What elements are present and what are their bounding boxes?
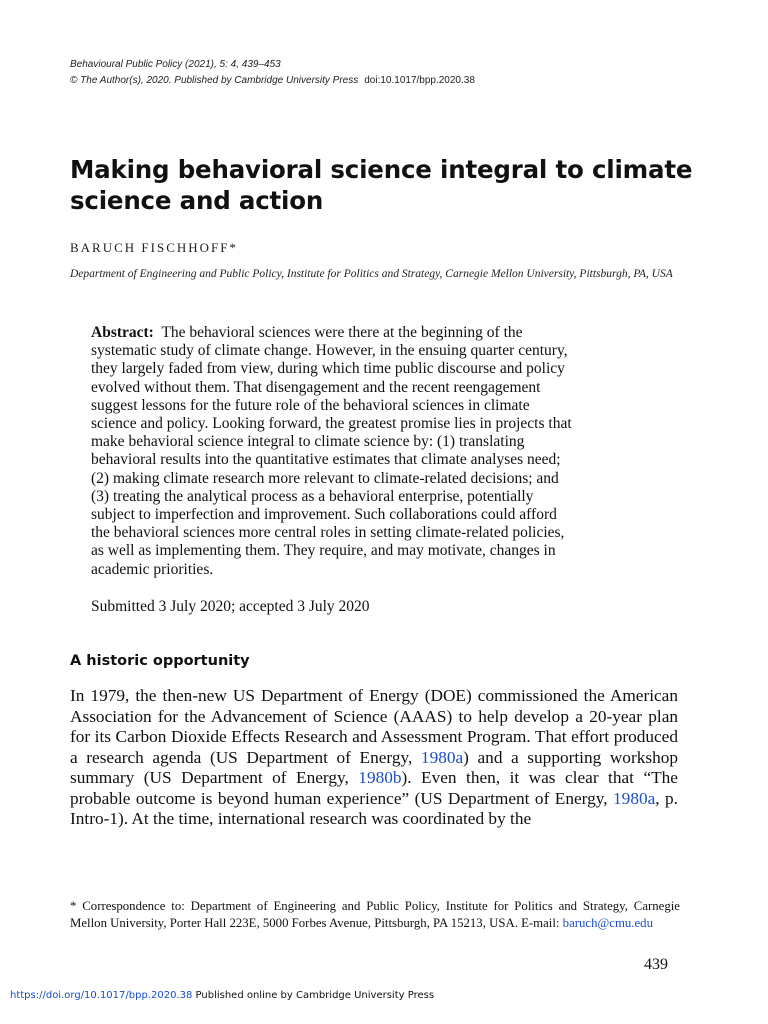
abstract-line: science and policy. Looking forward, the greatest promise lies in projects that [91, 415, 572, 433]
abstract-line: as well as implementing them. They require, and may motivate, changes in [91, 542, 556, 560]
article-title: Making behavioral science integral to climate science and action [70, 155, 693, 215]
journal-header [70, 57, 475, 89]
correspondence-footnote [70, 898, 680, 931]
abstract-line: suggest lessons for the future role of the behavioral sciences in climate [91, 396, 530, 414]
abstract-line: (3) treating the analytical process as a behavioral enterprise, potentially [91, 487, 534, 505]
abstract-line: make behavioral science integral to climate science by: (1) translating [91, 433, 525, 451]
section-heading: A historic opportunity [70, 653, 250, 669]
submission-dates: Submitted 3 July 2020; accepted 3 July 2020 [91, 598, 370, 615]
text-run: , p. Intro-1). At the time, international research was coordinated by the [70, 788, 678, 828]
abstract-line-text: The behavioral sciences were there at the beginning of the [161, 324, 523, 341]
body-paragraph [70, 686, 678, 830]
abstract-label: Abstract: [91, 324, 154, 341]
text-run: ) and a supporting workshop summary (US Department of Energy, [70, 747, 678, 787]
author-name: BARUCH FISCHHOFF* [70, 240, 239, 255]
abstract-line: subject to imperfection and improvement. Such collaborations could afford [91, 506, 557, 524]
abstract [91, 324, 666, 579]
abstract-line-1 [91, 324, 666, 342]
abstract-line: behavioral results into the quantitative estimates that climate analyses need; [91, 451, 561, 469]
text-run: ). Even then, it was clear that “The probable outcome is beyond human experience” (US Department of Energy, [70, 768, 678, 808]
abstract-line: (2) making climate research more relevant to climate-related decisions; and [91, 469, 559, 487]
abstract-line: they largely faded from view, during which time public discourse and policy [91, 360, 565, 378]
footer-bar [10, 990, 434, 1001]
abstract-line: the behavioral sciences more central roles in setting climate-related policies, [91, 524, 565, 542]
header-doi: doi:10.1017/bpp.2020.38 [364, 75, 475, 86]
footnote-text: * Correspondence to: Department of Engineering and Public Policy, Institute for Politics and Strategy, Carnegie Mellon University, Porter Hall 223E, 5000 Forbes Avenue, Pittsburgh, PA 15213, USA. E-mail: [70, 899, 680, 930]
journal-citation: Behavioural Public Policy (2021), 5: 4, 439–453 [70, 59, 281, 70]
abstract-line: academic priorities. [91, 560, 214, 578]
email-link[interactable]: baruch@cmu.edu [562, 915, 653, 930]
abstract-line: evolved without them. That disengagement and the recent reengagement [91, 378, 541, 396]
copyright-text: © The Author(s), 2020. Published by Cambridge University Press [70, 75, 359, 86]
author-affiliation: Department of Engineering and Public Policy, Institute for Politics and Strategy, Carnegie Mellon University, Pittsburgh, PA, USA [70, 268, 673, 280]
citation-link[interactable]: 1980a [420, 747, 464, 767]
citation-link[interactable]: 1980b [358, 768, 402, 787]
page-number: 439 [644, 956, 668, 973]
published-online-text: Published online by Cambridge University Press [195, 990, 435, 1001]
doi-link[interactable]: https://doi.org/10.1017/bpp.2020.38 [10, 990, 193, 1001]
text-run: In 1979, the then-new US Department of Energy (DOE) commissioned the American Association for the Advancement of Science (AAAS) to help develop a 20-year plan for its Carbon Dioxide Effects Research and Assessment Program. That effort produced a research agenda (US Department of Energy, [70, 686, 678, 767]
citation-link[interactable]: 1980a [613, 788, 656, 808]
abstract-line: systematic study of climate change. However, in the ensuing quarter century, [91, 342, 568, 360]
copyright-line [70, 73, 475, 89]
